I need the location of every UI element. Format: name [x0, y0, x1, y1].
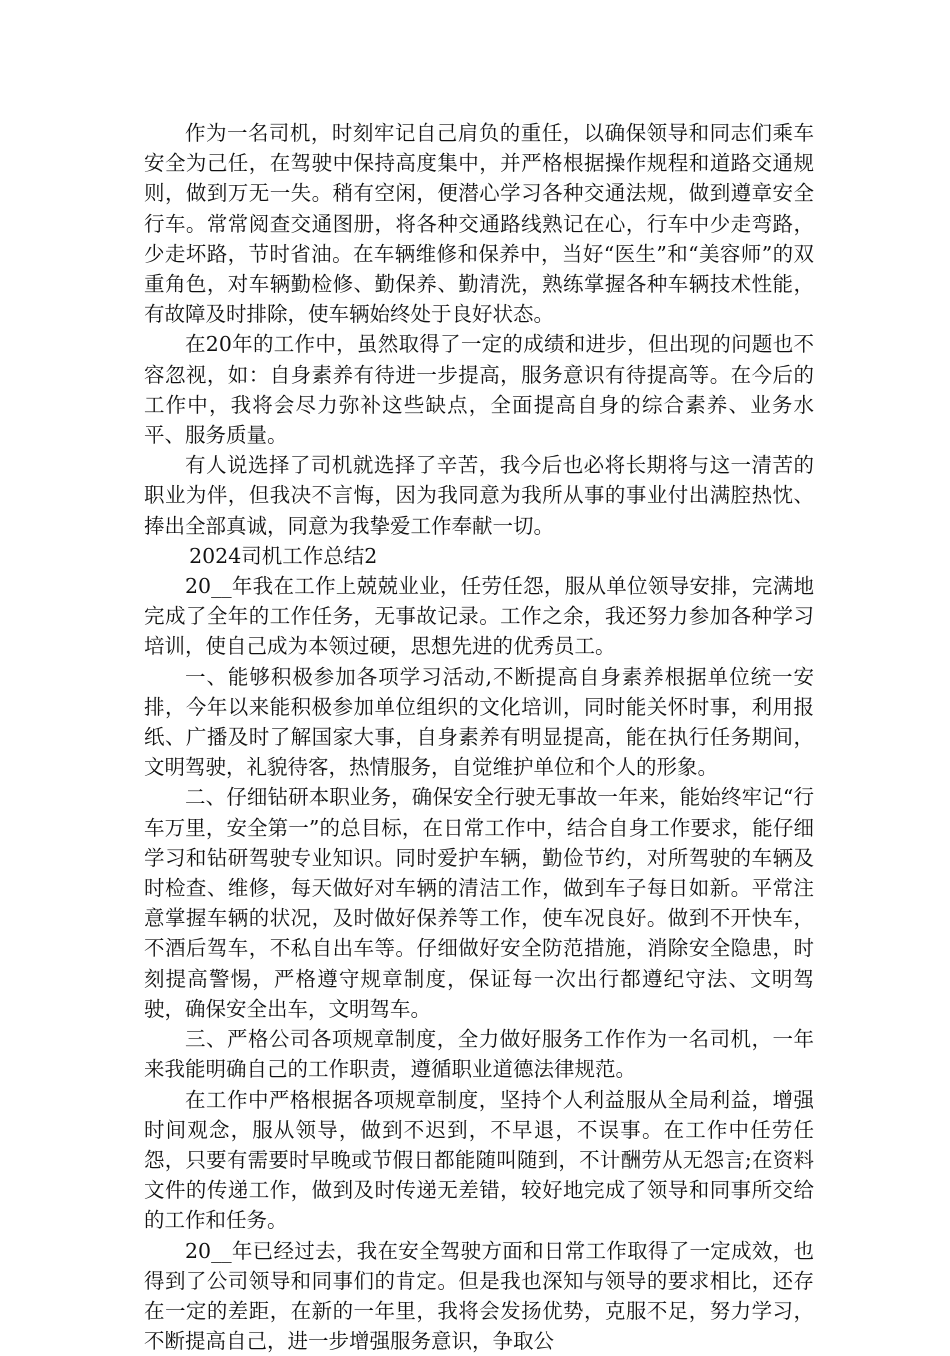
paragraph-driver-duties: 作为一名司机，时刻牢记自己肩负的重任，以确保领导和同志们乘车安全为己任，在驾驶中保持高度集中，并严格根据操作规程和道路交通规则，做到万无一失。稍有空闲，便潜心学习各种交通法规，做到遵章安全行车。常常阅查交通图册，将各种交通路线熟记在心，行车中少走弯路，少走坏路，节时省油。在车辆维修和保养中，当好“医生”和“美容师”的双重角色，对车辆勤检修、勤保养、勤清洗，熟练掌握各种车辆技术性能，有故障及时排除，使车辆始终处于良好状态。 [144, 121, 814, 327]
paragraph-year-summary: 20__年我在工作上兢兢业业，任劳任怨，服从单位领导安排，完满地完成了全年的工作任务，无事故记录。工作之余，我还努力参加各种学习培训，使自己成为本领过硬，思想先进的优秀员工。 [144, 574, 814, 659]
document-body [144, 118, 814, 1356]
paragraph-point-one: 一、能够积极参加各项学习活动,不断提高自身素养根据单位统一安排，今年以来能积极参加单位组织的文化培训，同时能关怀时事，利用报纸、广播及时了解国家大事，自身素养有明显提高，能在执行任务期间，文明驾驶，礼貌待客，热情服务，自觉维护单位和个人的形象。 [144, 664, 814, 780]
paragraph-outlook: 20__年已经过去，我在安全驾驶方面和日常工作取得了一定成效，也得到了公司领导和同事们的肯定。但是我也深知与领导的要求相比，还存在一定的差距，在新的一年里，我将会发扬优势，克服不足，努力学习，不断提高自己，进一步增强服务意识，争取公 [144, 1238, 814, 1354]
paragraph-point-three: 三、严格公司各项规章制度，全力做好服务工作作为一名司机，一年来我能明确自己的工作职责，遵循职业道德法律规范。 [144, 1027, 814, 1082]
paragraph-commitment: 有人说选择了司机就选择了辛苦，我今后也必将长期将与这一清苦的职业为伴，但我决不言悔，因为我同意为我所从事的事业付出满腔热忱、捧出全部真诚，同意为我挚爱工作奉献一切。 [144, 453, 814, 538]
section-heading: 2024司机工作总结2 [189, 543, 378, 568]
paragraph-rules: 在工作中严格根据各项规章制度，坚持个人利益服从全局利益，增强时间观念，服从领导，做到不迟到，不早退，不误事。在工作中任劳任怨，只要有需要时早晚或节假日都能随叫随到，不计酬劳从无怨言;在资料文件的传递工作，做到及时传递无差错，较好地完成了领导和同事所交给的工作和任务。 [144, 1087, 814, 1233]
paragraph-shortcomings: 在20年的工作中，虽然取得了一定的成绩和进步，但出现的问题也不容忽视，如：自身素养有待进一步提高，服务意识有待提高等。在今后的工作中，我将会尽力弥补这些缺点，全面提高自身的综合素养、业务水平、服务质量。 [144, 332, 814, 448]
paragraph-point-two: 二、仔细钻研本职业务，确保安全行驶无事故一年来，能始终牢记“行车万里，安全第一”的总目标，在日常工作中，结合自身工作要求，能仔细学习和钻研驾驶专业知识。同时爱护车辆，勤俭节约，对所驾驶的车辆及时检查、维修，每天做好对车辆的清洁工作，做到车子每日如新。平常注意掌握车辆的状况，及时做好保养等工作，使车况良好。做到不开快车，不酒后驾车，不私自出车等。仔细做好安全防范措施，消除安全隐患，时刻提高警惕，严格遵守规章制度，保证每一次出行都遵纪守法、文明驾驶，确保安全出车，文明驾车。 [144, 785, 814, 1021]
